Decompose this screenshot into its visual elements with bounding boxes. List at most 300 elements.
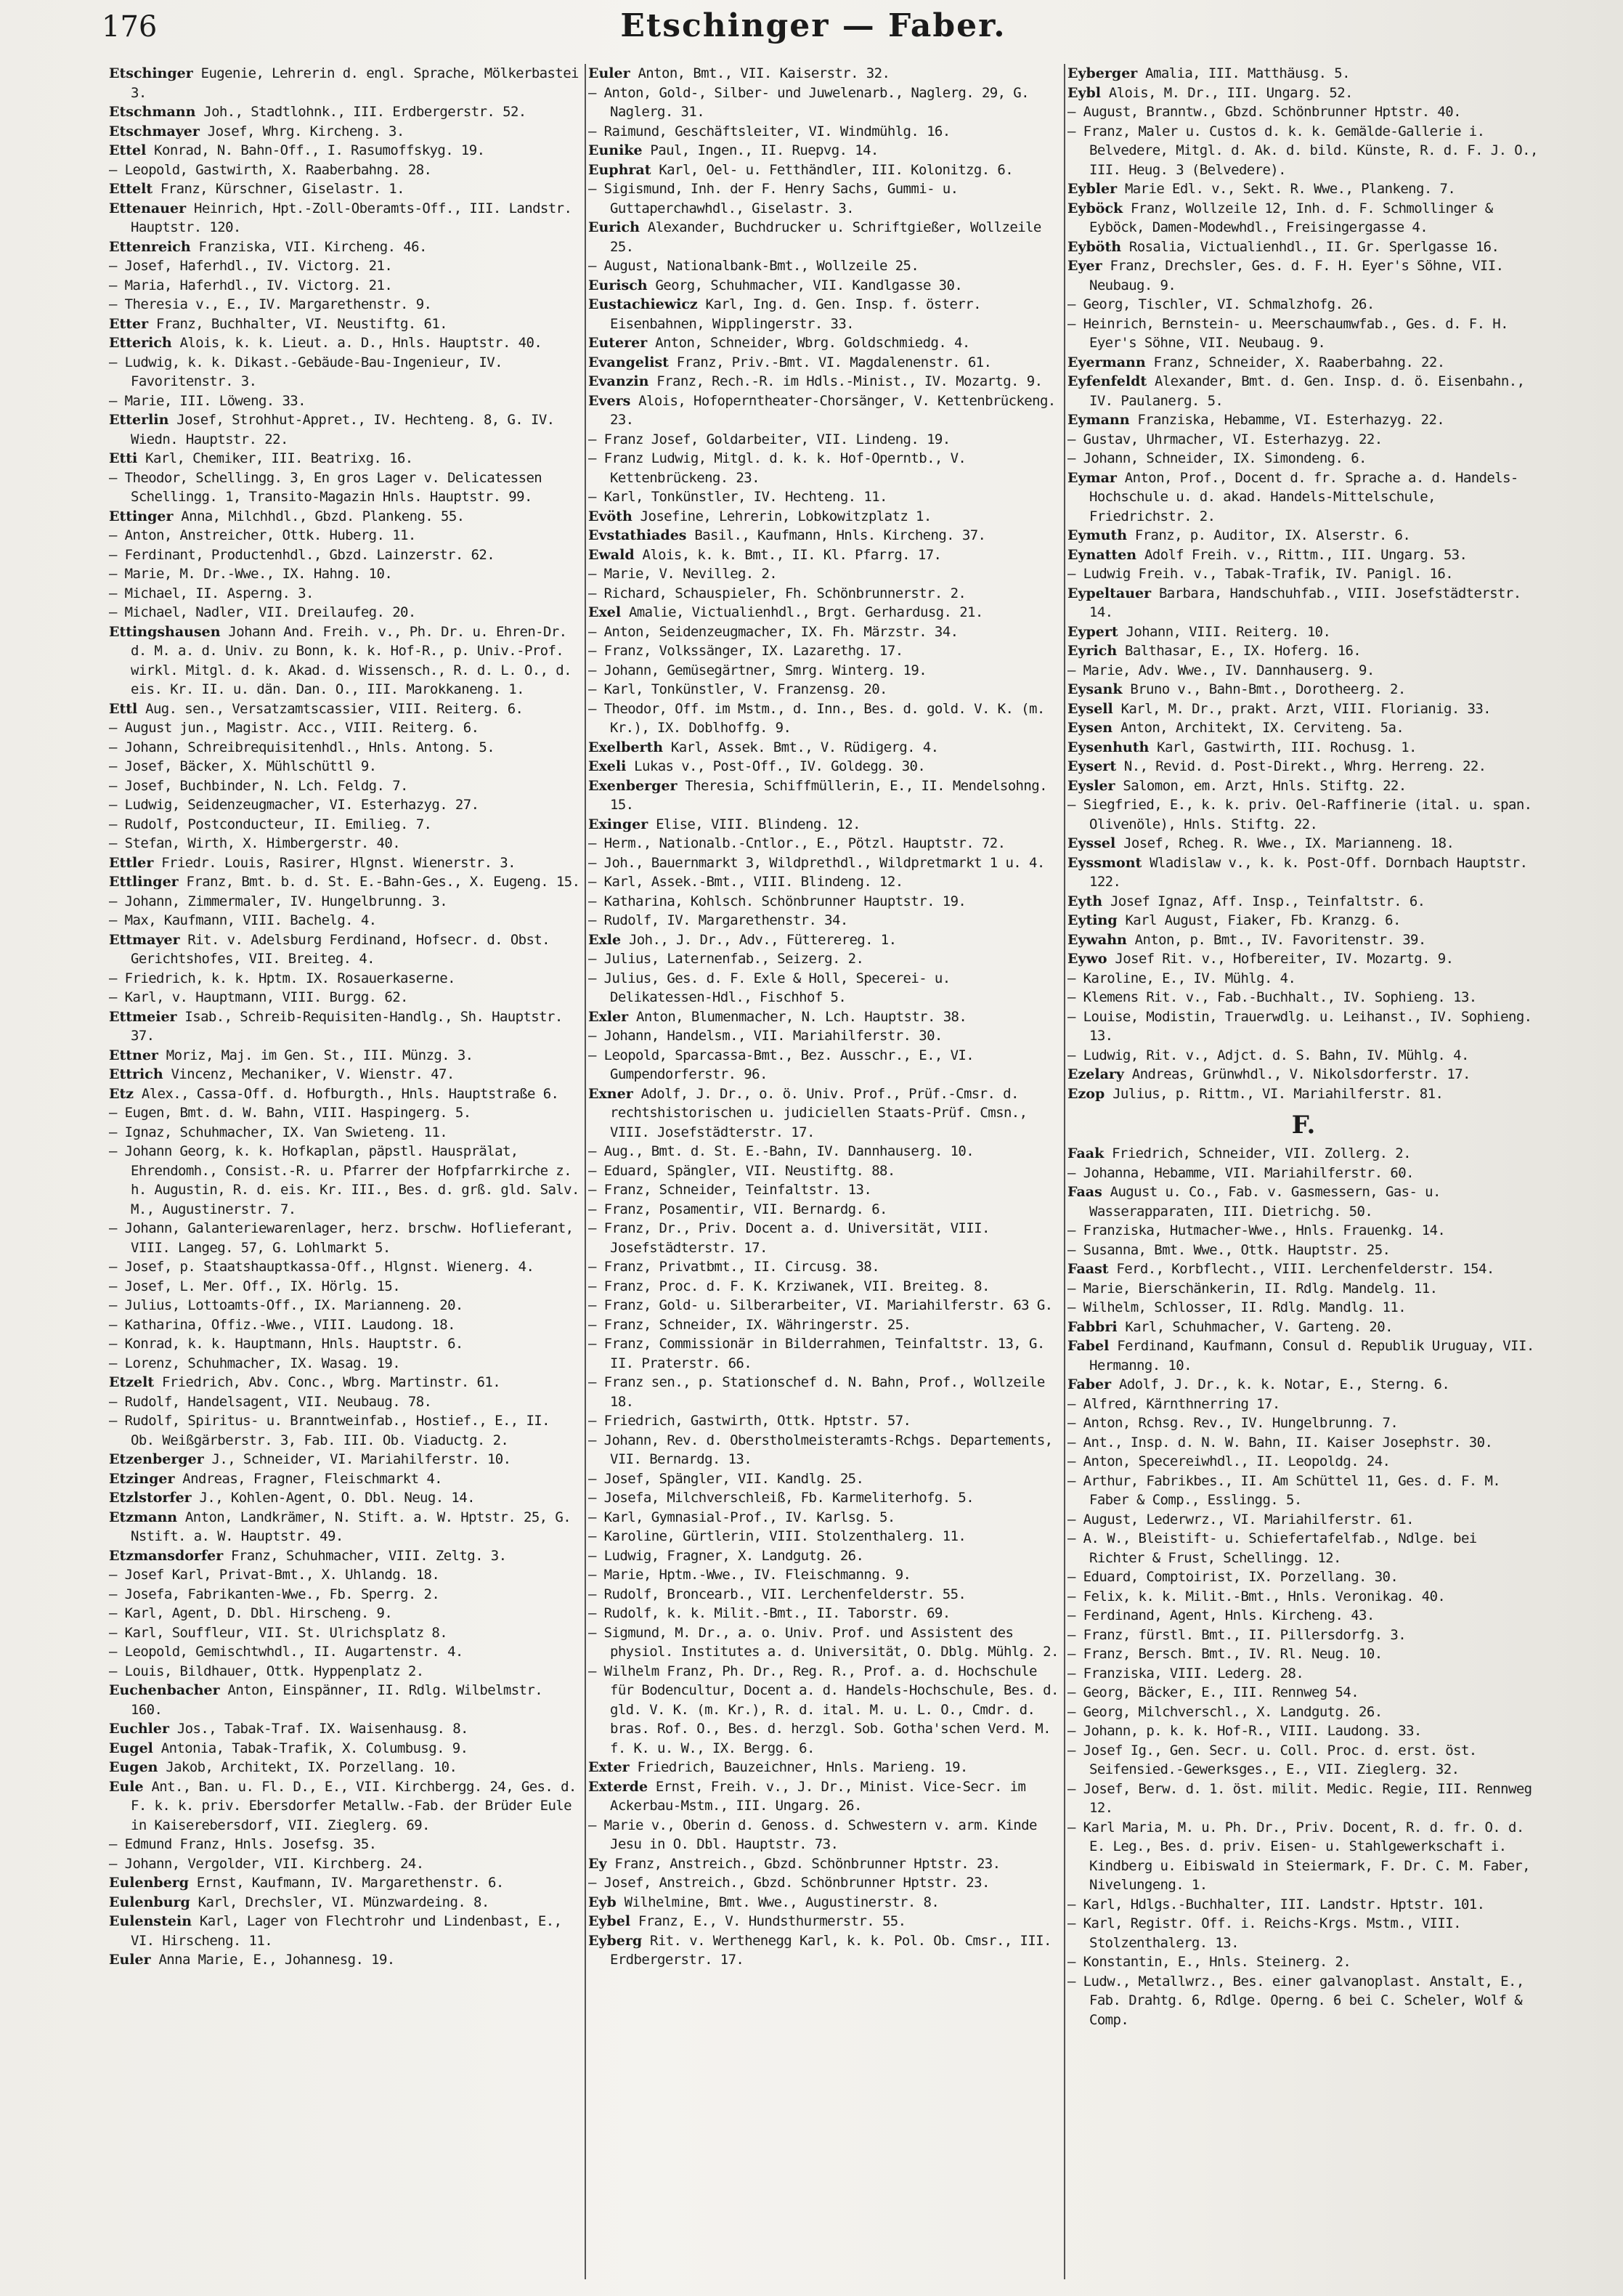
entry-details: Johann And. Freih. v., Ph. Dr. u. Ehren-Dr. d. M. a. d. Univ. zu Bonn, k. k. Hof-R., p. Univ.-Prof. wirkl. Mitgl. d. k. Akad. d. Wissensch., R. d. L. O., d. eis. Kr. II. u. dän. Dan. O., III. Marokkaneng. 1.: [131, 623, 571, 697]
directory-entry: [109, 969, 581, 989]
entry-details: — Raimund, Geschäftsleiter, VI. Windmühlg. 16.: [588, 123, 951, 139]
directory-entry: [588, 949, 1060, 969]
directory-entry: [109, 930, 581, 969]
directory-entry: [1067, 1452, 1539, 1472]
entry-surname: Eysler: [1067, 777, 1115, 794]
directory-entry: [109, 1546, 581, 1566]
entry-surname: Eyböck: [1067, 200, 1123, 216]
entry-details: — Michael, Nadler, VII. Dreilaufeg. 20.: [109, 604, 416, 620]
directory-entry: [588, 84, 1060, 122]
entry-details: — Josef, Anstreich., Gbzd. Schönbrunner Hptstr. 23.: [588, 1875, 990, 1891]
entry-details: — Marie, III. Löweng. 33.: [109, 392, 306, 409]
directory-entry: [1067, 1818, 1539, 1895]
entry-details: — Karl, Agent, D. Dbl. Hirscheng. 9.: [109, 1605, 393, 1621]
directory-entry: [588, 757, 1060, 776]
entry-details: — Julius, Ges. d. F. Exle & Holl, Specerei- u. Delikatessen-Hdl., Fischhof 5.: [588, 970, 951, 1005]
entry-details: Alex., Cassa-Off. d. Hofburgth., Hnls. Hauptstraße 6.: [134, 1085, 559, 1102]
entry-surname: Ettmeier: [109, 1008, 177, 1025]
column-middle: [588, 64, 1060, 2287]
directory-entry: [1067, 661, 1539, 681]
entry-surname: Evanzin: [588, 373, 649, 389]
directory-entry: [1067, 1164, 1539, 1183]
entry-details: — Franz, Gold- u. Silberarbeiter, VI. Mariahilferstr. 63 G.: [588, 1297, 1053, 1313]
entry-details: — Karl, Souffleur, VII. St. Ulrichsplatz 8.: [109, 1624, 448, 1641]
directory-entry: [109, 1623, 581, 1643]
entry-details: — Josef, Berw. d. 1. öst. milit. Medic. Regie, III. Rennweg 12.: [1067, 1780, 1532, 1816]
directory-entry: [109, 256, 581, 276]
directory-entry: [588, 430, 1060, 450]
entry-surname: Ettinger: [109, 508, 174, 524]
entry-surname: Ettingshausen: [109, 623, 221, 640]
entry-details: — Franz, Posamentir, VII. Bernardg. 6.: [588, 1201, 887, 1217]
entry-details: — Franz, Schneider, Teinfaltstr. 13.: [588, 1182, 872, 1198]
directory-entry: [1067, 1721, 1539, 1741]
directory-entry: [109, 1662, 581, 1682]
entry-details: Friedr. Louis, Rasirer, Hlgnst. Wienerstr. 3.: [153, 854, 516, 871]
directory-entry: [109, 1334, 581, 1354]
entry-details: Anton, Blumenmacher, N. Lch. Hauptstr. 38.: [628, 1008, 967, 1025]
entry-details: Joh., Stadtlohnk., III. Erdbergerstr. 52.: [195, 104, 526, 120]
directory-entry: [1067, 199, 1539, 238]
entry-surname: Eyberg: [588, 1932, 643, 1949]
directory-entry: [109, 1315, 581, 1335]
entry-details: Wladislaw v., k. k. Post-Off. Dornbach Hauptstr. 122.: [1089, 854, 1528, 890]
entry-surname: Eymuth: [1067, 527, 1128, 543]
entry-surname: Eurisch: [588, 277, 648, 293]
directory-entry: [1067, 1644, 1539, 1664]
directory-entry: [1067, 738, 1539, 758]
entry-details: Karl, M. Dr., prakt. Arzt, VIII. Florianig. 33.: [1112, 700, 1492, 717]
directory-entry: [588, 738, 1060, 758]
entry-details: — Marie, V. Nevilleg. 2.: [588, 566, 778, 582]
directory-entry: [1067, 1683, 1539, 1703]
entry-surname: Etschmann: [109, 104, 196, 120]
directory-entry: [109, 295, 581, 315]
directory-entry: [1067, 1664, 1539, 1684]
entry-surname: Eulenberg: [109, 1875, 190, 1891]
entry-surname: Etzlstorfer: [109, 1490, 192, 1506]
directory-entry: [1067, 1183, 1539, 1221]
directory-entry: [109, 1585, 581, 1605]
directory-entry: [1067, 776, 1539, 796]
directory-entry: [1067, 353, 1539, 373]
entry-details: — Franz, Dr., Priv. Docent a. d. Universität, VIII. Josefstädterstr. 17.: [588, 1220, 990, 1256]
directory-entry: [109, 892, 581, 912]
entry-details: J., Schneider, VI. Mariahilferstr. 10.: [203, 1451, 511, 1467]
directory-entry: [588, 661, 1060, 681]
entry-surname: Eulenstein: [109, 1913, 192, 1929]
entry-details: Lukas v., Post-Off., IV. Goldegg. 30.: [626, 758, 926, 774]
directory-entry: [1067, 1587, 1539, 1607]
directory-entry: [109, 1565, 581, 1585]
entry-details: Franz, Anstreich., Gbzd. Schönbrunner Hptstr. 23.: [606, 1855, 1001, 1872]
directory-entry: [588, 1777, 1060, 1816]
entry-surname: Eurich: [588, 219, 640, 235]
directory-entry: [588, 699, 1060, 738]
directory-entry: [588, 526, 1060, 545]
directory-entry: [109, 1854, 581, 1874]
directory-entry: [109, 738, 581, 758]
directory-entry: [588, 622, 1060, 642]
entry-details: — Karl, Gymnasial-Prof., IV. Karlsg. 5.: [588, 1509, 895, 1525]
directory-entry: [588, 141, 1060, 161]
entry-surname: Faber: [1067, 1376, 1112, 1392]
entry-details: Alexander, Buchdrucker u. Schriftgießer, Wollzeile 25.: [610, 219, 1041, 255]
directory-entry: [588, 1084, 1060, 1143]
entry-details: — Alfred, Kärnthnerring 17.: [1067, 1395, 1280, 1412]
entry-details: — Wilhelm Franz, Ph. Dr., Reg. R., Prof. a. d. Hochschule für Bodencultur, Docent a. d. Handels-Hochschule, Bes. d. gld. V. K. (m. Kr.), R. d. ital. M. u. L. O., Cmdr. d. bras. Rof. O., Bes. d. herzgl. Sob. Gotha'schen Verd. M. f. K. u. W., IX. Bergg. 6.: [588, 1663, 1059, 1756]
entry-details: — Anton, Gold-, Silber- und Juwelenarb., Naglerg. 29, G. Naglerg. 31.: [588, 84, 1029, 120]
entry-surname: Eysenhuth: [1067, 739, 1150, 755]
directory-entry: [588, 1257, 1060, 1277]
directory-entry: [588, 1508, 1060, 1528]
entry-surname: Exeli: [588, 758, 627, 774]
entry-surname: Ettner: [109, 1047, 158, 1063]
entry-details: — Louise, Modistin, Trauerwdlg. u. Leihanst., IV. Sophieng. 13.: [1067, 1008, 1532, 1044]
directory-entry: [109, 776, 581, 796]
entry-details: — Karoline, E., IV. Mühlg. 4.: [1067, 970, 1296, 986]
entry-surname: Eugen: [109, 1759, 158, 1775]
entry-surname: Eymann: [1067, 412, 1130, 428]
entry-surname: Faas: [1067, 1184, 1102, 1200]
entry-details: Anton, Landkrämer, N. Stift. a. W. Hptstr. 25, G. Nstift. a. W. Hauptstr. 49.: [131, 1509, 571, 1544]
entry-details: — Eduard, Comptoirist, IX. Porzellang. 30.: [1067, 1569, 1399, 1585]
directory-entry: [588, 1469, 1060, 1489]
entry-surname: Eunike: [588, 142, 643, 158]
directory-entry: [1067, 622, 1539, 642]
directory-entry: [109, 757, 581, 776]
entry-details: Karl August, Fiaker, Fb. Kranzg. 6.: [1117, 912, 1401, 928]
entry-details: — Ludwig Freih. v., Tabak-Trafik, IV. Panigl. 16.: [1067, 566, 1454, 582]
directory-entry: [1067, 179, 1539, 199]
directory-entry: [1067, 564, 1539, 584]
entry-details: — Marie, M. Dr.-Wwe., IX. Hahng. 10.: [109, 566, 393, 582]
directory-entry: [1067, 1046, 1539, 1066]
entry-details: — Franz, Commissionär in Bilderrahmen, Teinfaltstr. 13, G. II. Praterstr. 66.: [588, 1336, 1045, 1371]
entry-surname: Exle: [588, 931, 622, 948]
entry-surname: Exter: [588, 1759, 630, 1775]
entry-details: Anton, Bmt., VII. Kaiserstr. 32.: [630, 65, 890, 81]
entry-surname: Evöth: [588, 508, 632, 524]
directory-entry: [588, 1411, 1060, 1431]
entry-details: J., Kohlen-Agent, O. Dbl. Neug. 14.: [191, 1490, 475, 1506]
directory-entry: [1067, 911, 1539, 930]
entry-surname: Euterer: [588, 335, 648, 351]
directory-entry: [109, 1873, 581, 1893]
entry-details: — Johann, Handelsm., VII. Mariahilferstr. 30.: [588, 1028, 943, 1044]
directory-entry: [1067, 1144, 1539, 1164]
entry-surname: Eyermann: [1067, 354, 1146, 370]
directory-entry: [1067, 295, 1539, 315]
entry-details: — Konstantin, E., Hnls. Steinerg. 2.: [1067, 1954, 1351, 1970]
entry-details: — Josefa, Milchverschleiß, Fb. Karmeliterhofg. 5.: [588, 1490, 975, 1506]
entry-details: — Franziska, Hutmacher-Wwe., Hnls. Frauenkg. 14.: [1067, 1222, 1446, 1238]
directory-entry: [588, 1893, 1060, 1912]
entry-surname: Eyrich: [1067, 643, 1118, 659]
entry-details: — Johann, Schneider, IX. Simondeng. 6.: [1067, 450, 1367, 466]
entry-surname: Euchler: [109, 1721, 169, 1737]
entry-details: — Rudolf, IV. Margarethenstr. 34.: [588, 912, 848, 928]
directory-entry: [109, 468, 581, 507]
entry-details: — Sigismund, Inh. der F. Henry Sachs, Gummi- u. Guttaperchawhdl., Giselastr. 3.: [588, 181, 959, 216]
entry-details: — Karl Maria, M. u. Ph. Dr., Priv. Docent, R. d. fr. O. d. E. Leg., Bes. d. priv. Eisen- u. Stahlgewerkschaft i. Kindberg u. Eibiswald in Steiermark, F. Dr. C. M. Faber, Nivelungeng. 1.: [1067, 1819, 1530, 1893]
entry-surname: Etz: [109, 1085, 134, 1102]
entry-surname: Eule: [109, 1778, 144, 1795]
directory-entry: [588, 1623, 1060, 1662]
entry-details: Josef, Strohhut-Appret., IV. Hechteng. 8, G. IV. Wiedn. Hauptstr. 22.: [131, 412, 555, 447]
entry-details: Basil., Kaufmann, Hnls. Kircheng. 37.: [686, 527, 986, 543]
entry-details: Balthasar, E., IX. Hoferg. 16.: [1117, 643, 1362, 659]
entry-details: — Aug., Bmt. d. St. E.-Bahn, IV. Dannhauserg. 10.: [588, 1143, 975, 1159]
directory-entry: [588, 564, 1060, 584]
entry-details: Franziska, VII. Kircheng. 46.: [190, 238, 427, 255]
directory-entry: [588, 1296, 1060, 1315]
entry-surname: Eypeltauer: [1067, 585, 1152, 601]
entry-details: — Theodor, Schellingg. 3, En gros Lager v. Delicatessen Schellingg. 1, Transito-Magazin Hnls. Hauptstr. 99.: [109, 469, 542, 505]
entry-details: — Stefan, Wirth, X. Himbergerstr. 40.: [109, 835, 401, 851]
entry-details: — Ignaz, Schuhmacher, IX. Van Swieteng. 11.: [109, 1124, 448, 1140]
directory-entry: [1067, 834, 1539, 853]
directory-entry: [109, 872, 581, 892]
directory-entry: [588, 1200, 1060, 1220]
entry-surname: Exelberth: [588, 739, 664, 755]
directory-entry: [588, 1488, 1060, 1508]
directory-entry: [588, 584, 1060, 604]
entry-details: Ferd., Korbflecht., VIII. Lerchenfelderstr. 154.: [1108, 1261, 1494, 1277]
directory-entry: [588, 603, 1060, 622]
entry-details: Josef Ignaz, Aff. Insp., Teinfaltstr. 6.: [1102, 893, 1425, 909]
entry-details: Karl, Gastwirth, III. Rochusg. 1.: [1149, 739, 1417, 755]
directory-entry: [588, 1277, 1060, 1297]
entry-details: Alexander, Bmt. d. Gen. Insp. d. ö. Eisenbahn., IV. Paulanerg. 5.: [1089, 373, 1525, 409]
directory-entry: [588, 872, 1060, 892]
entry-details: Barbara, Handschuhfab., VIII. Josefstädterstr. 14.: [1089, 585, 1521, 620]
entry-details: — Franz sen., p. Stationschef d. N. Bahn, Prof., Wollzeile 18.: [588, 1374, 1045, 1410]
entry-surname: Ewald: [588, 546, 635, 563]
entry-details: Franz, Schneider, X. Raaberbahng. 22.: [1145, 354, 1445, 370]
directory-entry: [1067, 238, 1539, 257]
directory-entry: [109, 141, 581, 161]
directory-entry: [1067, 680, 1539, 699]
entry-details: Friedrich, Abv. Conc., Wbrg. Martinstr. 61.: [154, 1374, 501, 1390]
directory-entry: [1067, 1336, 1539, 1375]
entry-surname: Ettrich: [109, 1066, 163, 1082]
directory-entry: [109, 1508, 581, 1546]
directory-entry: [109, 1835, 581, 1854]
entry-surname: Eywahn: [1067, 931, 1127, 948]
entry-details: — Franz, Schneider, IX. Währingerstr. 25.: [588, 1316, 911, 1333]
entry-details: Josef Rit. v., Hofbereiter, IV. Mozartg. 9.: [1107, 951, 1454, 967]
entry-details: — Georg, Tischler, VI. Schmalzhofg. 26.: [1067, 296, 1375, 312]
entry-details: — Felix, k. k. Milit.-Bmt., Hnls. Veronikag. 40.: [1067, 1588, 1446, 1605]
entry-surname: Eyth: [1067, 893, 1103, 909]
directory-entry: [588, 1854, 1060, 1874]
entry-surname: Etti: [109, 450, 138, 466]
entry-details: — Julius, Laternenfab., Seizerg. 2.: [588, 951, 864, 967]
directory-entry: [109, 102, 581, 122]
directory-entry: [588, 1007, 1060, 1027]
entry-surname: Etzinger: [109, 1470, 175, 1487]
directory-entry: [109, 1681, 581, 1719]
entry-details: — Johann, p. k. k. Hof-R., VIII. Laudong. 33.: [1067, 1723, 1422, 1739]
directory-entry: [1067, 102, 1539, 122]
entry-surname: Fabel: [1067, 1338, 1110, 1354]
directory-entry: [1067, 1606, 1539, 1626]
directory-entry: [1067, 892, 1539, 912]
entry-details: — Johann Georg, k. k. Hofkaplan, päpstl. Hausprälat, Ehrendomh., Consist.-R. u. Pfarrer der Hofpfarrkirche z. h. Augustin, R. d. eis. Kr. III., Bes. d. grß. gld. Salv. M., Augustinerstr. 7.: [109, 1143, 579, 1217]
entry-details: Salomon, em. Arzt, Hnls. Stiftg. 22.: [1115, 777, 1407, 794]
directory-entry: [109, 718, 581, 738]
entry-details: Anton, p. Bmt., IV. Favoritenstr. 39.: [1126, 931, 1426, 948]
entry-details: — Ferdinant, Productenhdl., Gbzd. Lainzerstr. 62.: [109, 546, 495, 563]
directory-entry: [109, 699, 581, 719]
entry-details: Amalia, III. Matthäusg. 5.: [1137, 65, 1350, 81]
entry-surname: Evers: [588, 392, 631, 409]
directory-entry: [588, 1315, 1060, 1335]
entry-surname: Ey: [588, 1855, 607, 1872]
entry-details: Rit. v. Adelsburg Ferdinand, Hofsecr. d. Obst. Gerichtshofes, VII. Breiteg. 4.: [131, 931, 550, 967]
entry-details: — Karl, v. Hauptmann, VIII. Burgg. 62.: [109, 989, 408, 1005]
directory-entry: [109, 1354, 581, 1374]
entry-details: — Lorenz, Schuhmacher, IX. Wasag. 19.: [109, 1355, 401, 1371]
entry-details: Antonia, Tabak-Trafik, X. Columbusg. 9.: [152, 1740, 468, 1756]
entry-surname: Ettelt: [109, 181, 153, 197]
entry-details: — Karl, Registr. Off. i. Reichs-Krgs. Mstm., VIII. Stolzenthalerg. 13.: [1067, 1915, 1461, 1951]
entry-details: — Josef, Bäcker, X. Mühlschüttl 9.: [109, 758, 377, 774]
entry-surname: Etzmansdorfer: [109, 1547, 224, 1564]
entry-details: — Katharina, Offiz.-Wwe., VIII. Laudong. 18.: [109, 1316, 455, 1333]
directory-entry: [588, 295, 1060, 333]
directory-entry: [109, 911, 581, 930]
entry-details: — Ludwig, Rit. v., Adjct. d. S. Bahn, IV. Mühlg. 4.: [1067, 1047, 1469, 1063]
directory-entry: [109, 622, 581, 699]
entry-details: — Arthur, Fabrikbes., II. Am Schüttel 11, Ges. d. F. M. Faber & Comp., Esslingg. 5.: [1067, 1472, 1501, 1508]
directory-entry: [588, 487, 1060, 507]
directory-entry: [1067, 84, 1539, 103]
directory-entry: [588, 1931, 1060, 1970]
directory-entry: [1067, 1914, 1539, 1952]
entry-surname: Exler: [588, 1008, 629, 1025]
entry-surname: Ettl: [109, 700, 138, 717]
directory-entry: [109, 853, 581, 873]
entry-details: — Friedrich, k. k. Hptm. IX. Rosauerkaserne.: [109, 970, 455, 986]
directory-entry: [1067, 757, 1539, 776]
entry-details: Anton, Schneider, Wbrg. Goldschmiedg. 4.: [647, 335, 970, 351]
directory-entry: [109, 276, 581, 296]
entry-details: — Friedrich, Gastwirth, Ottk. Hptstr. 57.: [588, 1413, 911, 1429]
entry-details: Karl, Schuhmacher, V. Garteng. 20.: [1117, 1318, 1393, 1335]
directory-entry: [1067, 1972, 1539, 2030]
entry-details: Franz, Schuhmacher, VIII. Zeltg. 3.: [223, 1547, 507, 1564]
entry-details: Paul, Ingen., II. Ruepvg. 14.: [642, 142, 879, 158]
entry-details: — Josef, Spängler, VII. Kandlg. 25.: [588, 1470, 864, 1487]
entry-details: August u. Co., Fab. v. Gasmessern, Gas- u. Wasserapparaten, III. Dietrichg. 50.: [1089, 1184, 1441, 1220]
directory-entry: [588, 930, 1060, 950]
entry-details: Franz, Bmt. b. d. St. E.-Bahn-Ges., X. Eugeng. 15.: [178, 874, 580, 890]
entry-surname: Eysert: [1067, 758, 1117, 774]
entry-details: — Marie v., Oberin d. Genoss. d. Schwestern v. arm. Kinde Jesu in O. Dbl. Hauptstr. 73.: [588, 1817, 1037, 1852]
directory-entry: [1067, 1703, 1539, 1722]
directory-entry: [1067, 1626, 1539, 1645]
entry-details: — Marie, Hptm.-Wwe., IV. Fleischmanng. 9.: [588, 1567, 911, 1583]
directory-entry: [109, 1719, 581, 1739]
directory-entry: [1067, 372, 1539, 410]
entry-details: Jakob, Architekt, IX. Porzellang. 10.: [158, 1759, 457, 1775]
directory-entry: [588, 64, 1060, 84]
entry-surname: Euchenbacher: [109, 1682, 220, 1698]
directory-entry: [1067, 795, 1539, 834]
entry-surname: Evangelist: [588, 354, 669, 370]
entry-details: Ferdinand, Kaufmann, Consul d. Republik Uruguay, VII. Hermanng. 10.: [1089, 1338, 1534, 1374]
directory-entry: [1067, 1567, 1539, 1587]
directory-entry: [1067, 853, 1539, 892]
directory-entry: [109, 603, 581, 622]
entry-details: — Eugen, Bmt. d. W. Bahn, VIII. Haspingerg. 5.: [109, 1105, 471, 1121]
entry-details: Franz, Drechsler, Ges. d. F. H. Eyer's Söhne, VII. Neubaug. 9.: [1089, 258, 1504, 293]
entry-details: — August jun., Magistr. Acc., VIII. Reiterg. 6.: [109, 720, 479, 736]
entry-details: — August, Branntw., Gbzd. Schönbrunner Hptstr. 40.: [1067, 104, 1461, 120]
entry-details: — Siegfried, E., k. k. priv. Oel-Raffinerie (ital. u. span. Olivenöle), Hnls. Stiftg. 22.: [1067, 797, 1532, 832]
entry-details: Karl, Lager von Flechtrohr und Lindenbast, E., VI. Hirscheng. 11.: [131, 1913, 562, 1949]
entry-details: Theresia, Schiffmüllerin, E., II. Mendelsohng. 15.: [610, 777, 1047, 813]
entry-surname: Faak: [1067, 1145, 1105, 1161]
entry-surname: Eyssmont: [1067, 854, 1142, 871]
entry-details: Eugenie, Lehrerin d. engl. Sprache, Mölkerbastei 3.: [131, 65, 579, 101]
directory-entry: [588, 1026, 1060, 1046]
directory-entry: [109, 392, 581, 411]
entry-details: Anna, Milchhdl., Gbzd. Plankeng. 55.: [173, 508, 465, 524]
entry-details: — Heinrich, Bernstein- u. Meerschaumwfab., Ges. d. F. H. Eyer's Söhne, VII. Neubaug. 9.: [1067, 315, 1508, 351]
directory-entry: [1067, 1375, 1539, 1395]
entry-surname: Etter: [109, 315, 149, 332]
entry-details: Franz, Kürschner, Giselastr. 1.: [152, 181, 404, 197]
entry-details: — Franz, fürstl. Bmt., II. Pillersdorfg. 3.: [1067, 1626, 1407, 1643]
entry-details: Rit. v. Werthenegg Karl, k. k. Pol. Ob. Cmsr., III. Erdbergerstr. 17.: [610, 1932, 1052, 1968]
directory-entry: [588, 276, 1060, 296]
directory-entry: [109, 1604, 581, 1623]
entry-details: Ant., Ban. u. Fl. D., E., VII. Kirchbergg. 24, Ges. d. F. k. k. priv. Ebersdorfer Metallw.-Fab. der Brüder Eule in Kaiserebersdorf, VII. Zieglerg. 69.: [131, 1778, 577, 1833]
entry-details: Jos., Tabak-Traf. IX. Waisenhausg. 8.: [169, 1721, 468, 1737]
directory-entry: [588, 1585, 1060, 1605]
entry-surname: Ettmayer: [109, 931, 180, 948]
entry-details: Franz, Buchhalter, VI. Neustiftg. 61.: [148, 315, 448, 332]
entry-details: Anton, Einspänner, II. Rdlg. Wilbelmstr. 160.: [131, 1682, 543, 1718]
directory-entry: [1067, 430, 1539, 450]
entry-details: — Franz, Maler u. Custos d. k. k. Gemälde-Gallerie i. Belvedere, Mitgl. d. Ak. d. bild. Künste, R. d. F. J. O., III. Heug. 3 (Belvedere).: [1067, 123, 1538, 178]
directory-entry: [588, 1604, 1060, 1623]
entry-details: — Joh., Bauernmarkt 3, Wildprethdl., Wildpretmarkt 1 u. 4.: [588, 854, 1045, 871]
entry-details: — Wilhelm, Schlosser, II. Rdlg. Mandlg. 11.: [1067, 1299, 1407, 1315]
directory-entry: [588, 1161, 1060, 1181]
entry-surname: Etterich: [109, 335, 172, 351]
entry-surname: Eybl: [1067, 84, 1102, 101]
entry-details: — Edmund Franz, Hnls. Josefsg. 35.: [109, 1836, 377, 1852]
directory-entry: [1067, 1529, 1539, 1567]
entry-surname: Faast: [1067, 1261, 1109, 1277]
directory-entry: [1067, 1318, 1539, 1337]
entry-details: Adolf, J. Dr., k. k. Notar, E., Sterng. 6.: [1111, 1376, 1450, 1392]
entry-details: Adolf Freih. v., Rittm., III. Ungarg. 53.: [1136, 546, 1468, 563]
entry-surname: Exner: [588, 1085, 633, 1102]
entry-details: — Maria, Haferhdl., IV. Victorg. 21.: [109, 277, 393, 293]
directory-entry: [588, 1046, 1060, 1084]
entry-surname: Etzenberger: [109, 1451, 204, 1467]
directory-entry: [1067, 1433, 1539, 1453]
entry-details: — Herm., Nationalb.-Cntlor., E., Pötzl. Hauptstr. 72.: [588, 835, 1006, 851]
directory-entry: [1067, 1259, 1539, 1279]
directory-entry: [109, 315, 581, 334]
entry-details: — Karl, Assek.-Bmt., VIII. Blindeng. 12.: [588, 874, 903, 890]
